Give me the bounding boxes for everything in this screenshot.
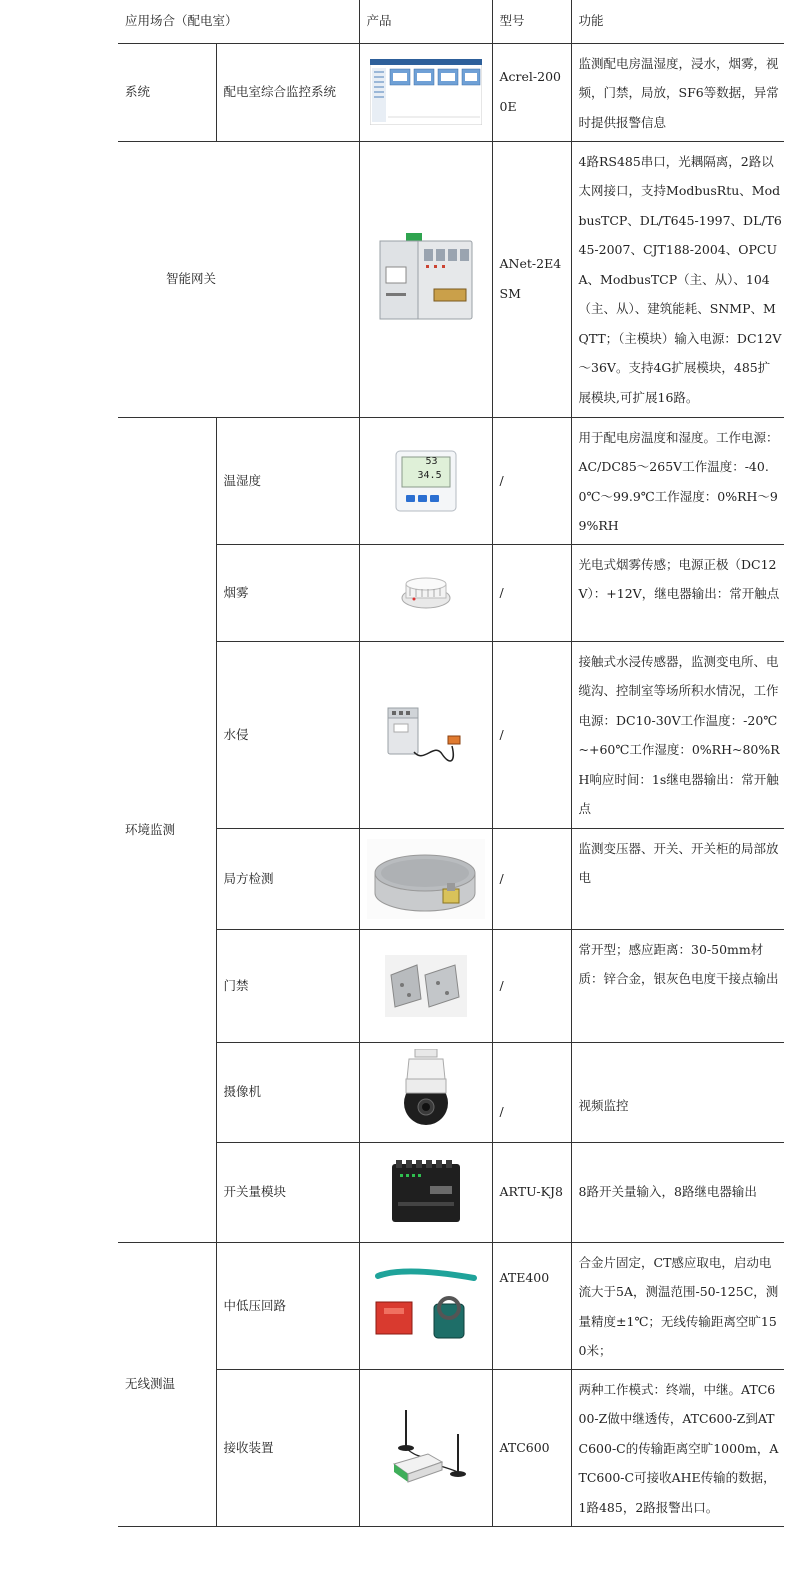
camera-image (360, 1049, 492, 1135)
display-temperature: 53 (425, 455, 438, 467)
product-name: 配电室综合监控系统 (216, 43, 359, 141)
receiver-device-image (360, 1406, 492, 1490)
model-cell: / (492, 417, 571, 544)
table-row (118, 1142, 784, 1242)
table-row (118, 828, 784, 929)
model-cell: / (492, 544, 571, 641)
display-humidity: 34.5 (417, 469, 442, 481)
product-name: 摄像机 (216, 1042, 359, 1142)
model-cell: ARTU-KJ8 (492, 1142, 571, 1242)
function-cell: 接触式水浸传感器，监测变电所、电缆沟、控制室等场所积水情况，工作电源：DC10-30V工作温度：-20℃~+60℃工作湿度：0%RH~80%RH响应时间：1s继电器输出：常开触点 (571, 641, 784, 828)
product-image-cell (359, 828, 492, 929)
function-cell: 8路开关量输入，8路继电器输出 (571, 1142, 784, 1242)
product-name: 水侵 (216, 641, 359, 828)
table-row (118, 641, 784, 828)
model-cell: Acrel-2000E (492, 43, 571, 141)
gateway-device-image (360, 233, 492, 325)
model-cell: / (492, 641, 571, 828)
wireless-temp-sensor-image (360, 1264, 492, 1348)
product-name: 中低压回路 (216, 1242, 359, 1369)
header-row (118, 0, 784, 43)
table-row (118, 1042, 784, 1142)
function-cell: 合金片固定，CT感应取电，启动电流大于5A，测温范围-50-125C，测量精度±1℃；无线传输距离空旷150米； (571, 1242, 784, 1369)
product-image-cell (359, 929, 492, 1042)
door-contact-image (360, 955, 492, 1017)
category-cell: 智能网关 (118, 141, 359, 417)
product-image-cell (359, 1242, 492, 1369)
function-cell: 视频监控 (571, 1042, 784, 1142)
category-cell: 无线测温 (118, 1242, 216, 1526)
product-name: 局方检测 (216, 828, 359, 929)
product-name: 接收装置 (216, 1369, 359, 1526)
table-row (118, 141, 784, 417)
function-cell: 4路RS485串口，光耦隔离，2路以太网接口，支持ModbusRtu、ModbusTCP、DL/T645-1997、DL/T645-2007、CJT188-2004、OPCUA、ModbusTCP（主、从）、104（主、从）、建筑能耗、SNMP、MQTT；（主模块）输入电源：DC12V～36V。支持4G扩展模块，485扩展模块,可扩展16路。 (571, 141, 784, 417)
product-name: 开关量模块 (216, 1142, 359, 1242)
model-value: / (499, 1103, 504, 1119)
thermo-hygrometer-image (394, 449, 458, 513)
partial-discharge-sensor-image (360, 839, 492, 919)
model-cell: ATC600 (492, 1369, 571, 1526)
model-cell: / (492, 929, 571, 1042)
product-image-cell (359, 417, 492, 544)
function-cell: 两种工作模式：终端，中继。ATC600-Z做中继透传，ATC600-Z到ATC600-C的传输距离空旷1000m，ATC600-C可接收AHE传输的数据，1路485，2路报警出口。 (571, 1369, 784, 1526)
header-product: 产品 (359, 0, 492, 43)
category-cell: 系统 (118, 43, 216, 141)
product-image-cell (359, 1369, 492, 1526)
model-cell: ATE400 (492, 1242, 571, 1369)
header-application: 应用场合（配电室） (118, 0, 359, 43)
table-row (118, 1369, 784, 1526)
table-row (118, 544, 784, 641)
monitoring-system-screenshot (360, 59, 492, 125)
product-image-cell (359, 1042, 492, 1142)
header-model: 型号 (492, 0, 571, 43)
model-cell (492, 1042, 571, 1142)
header-function: 功能 (571, 0, 784, 43)
table-row (118, 929, 784, 1042)
model-cell: ANet-2E4SM (492, 141, 571, 417)
product-name: 温湿度 (216, 417, 359, 544)
function-cell: 监测变压器、开关、开关柜的局部放电 (571, 828, 784, 929)
function-cell: 常开型；感应距离：30-50mm材质：锌合金，银灰色电度干接点输出 (571, 929, 784, 1042)
product-table (118, 0, 784, 1527)
product-image-cell (359, 641, 492, 828)
smoke-detector-image (360, 572, 492, 614)
function-cell: 用于配电房温度和湿度。工作电源：AC/DC85～265V工作温度：-40.0℃～99.9℃工作湿度：0%RH～99%RH (571, 417, 784, 544)
product-image-cell (359, 544, 492, 641)
function-cell: 监测配电房温湿度，浸水，烟雾，视频，门禁，局放，SF6等数据，异常时提供报警信息 (571, 43, 784, 141)
product-name: 烟雾 (216, 544, 359, 641)
product-image-cell (359, 43, 492, 141)
product-image-cell (359, 141, 492, 417)
water-sensor-image (360, 702, 492, 768)
table-row (118, 1242, 784, 1369)
function-cell: 光电式烟雾传感；电源正极（DC12V）：+12V，继电器输出：常开触点 (571, 544, 784, 641)
product-name: 门禁 (216, 929, 359, 1042)
table-row (118, 43, 784, 141)
product-image-cell (359, 1142, 492, 1242)
model-cell: / (492, 828, 571, 929)
category-cell: 环境监测 (118, 417, 216, 1242)
table-row (118, 417, 784, 544)
switch-module-image (360, 1158, 492, 1226)
